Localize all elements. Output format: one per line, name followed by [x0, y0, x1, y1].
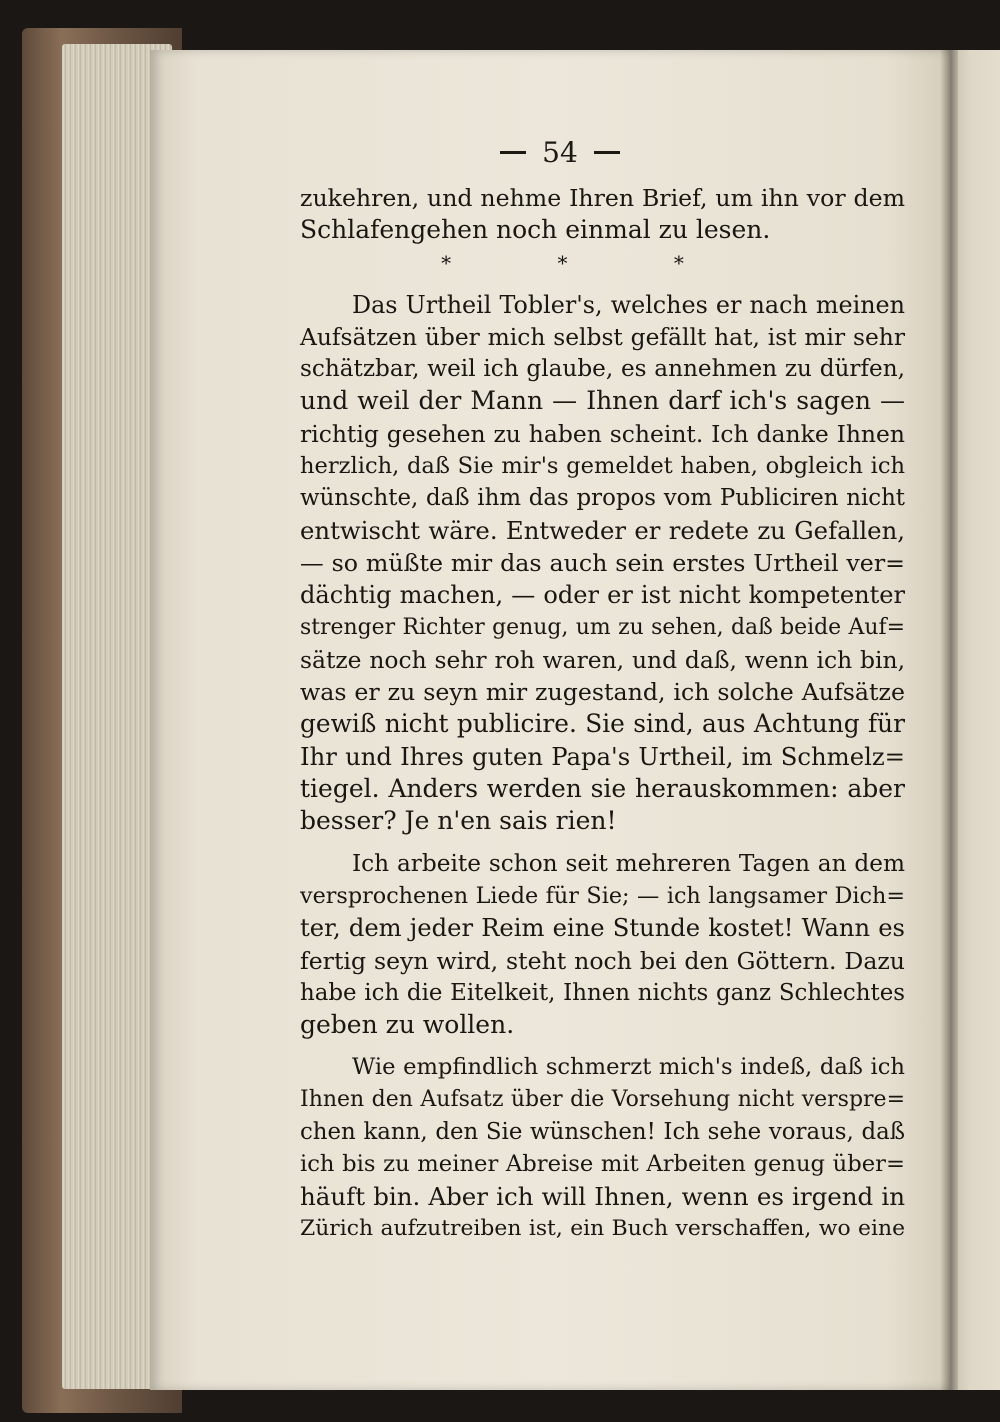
- paragraph: [300, 182, 905, 247]
- text-line: ich bis zu meiner Abreise mit Arbeiten genug über=: [300, 1151, 905, 1178]
- text-line: wünschte, daß ihm das propos vom Publiciren nicht: [300, 485, 905, 512]
- page-number: 54: [542, 135, 578, 169]
- text-line: Wie empfindlich schmerzt mich's indeß, daß ich: [352, 1054, 905, 1081]
- header-dash-right: [594, 151, 620, 154]
- text-line: fertig seyn wird, steht noch bei den Göttern. Dazu: [300, 946, 905, 975]
- text-line: Aufsätzen über mich selbst gefällt hat, ist mir sehr: [300, 322, 905, 351]
- text-line: — so müßte mir das auch sein erstes Urtheil ver=: [300, 548, 905, 577]
- text-line: chen kann, den Sie wünschen! Ich sehe voraus, daß: [300, 1119, 905, 1146]
- text-line: was er zu seyn mir zugestand, ich solche Aufsätze: [300, 678, 905, 707]
- text-line: Schlafengehen noch einmal zu lesen.: [300, 215, 771, 245]
- text-line: entwischt wäre. Entweder er redete zu Gefallen,: [300, 515, 905, 545]
- text-line: dächtig machen, — oder er ist nicht kompetenter: [300, 581, 905, 610]
- text-line: Ich arbeite schon seit mehreren Tagen an dem: [352, 849, 905, 877]
- text-line: sätze noch sehr roh waren, und daß, wenn ich bin,: [300, 645, 905, 674]
- text-line: ter, dem jeder Reim eine Stunde kostet! Wann es: [300, 914, 905, 943]
- text-line: herzlich, daß Sie mir's gemeldet haben, obgleich ich: [300, 453, 905, 480]
- page-header: [0, 132, 1000, 172]
- gutter-shadow: [940, 50, 958, 1390]
- text-line: versprochenen Liede für Sie; — ich langsamer Dich=: [300, 882, 905, 909]
- text-line: habe ich die Eitelkeit, Ihnen nichts ganz Schlechtes: [300, 979, 905, 1006]
- text-line: und weil der Mann — Ihnen darf ich's sagen —: [300, 386, 905, 416]
- text-line: Ihnen den Aufsatz über die Vorsehung nicht verspre=: [300, 1086, 905, 1112]
- section-separator: * * *: [441, 250, 734, 275]
- text-line: zukehren, und nehme Ihren Brief, um ihn vor dem: [300, 184, 905, 212]
- paragraph: [300, 1051, 905, 1245]
- page-text: [300, 182, 905, 1245]
- text-line: Ihr und Ihres guten Papa's Urtheil, im Schmelz=: [300, 741, 905, 771]
- text-line: richtig gesehen zu haben scheint. Ich danke Ihnen: [300, 419, 905, 448]
- text-line: tiegel. Anders werden sie herauskommen: aber: [300, 774, 905, 804]
- text-line: geben zu wollen.: [300, 1010, 515, 1040]
- header-dash-left: [500, 151, 526, 154]
- text-line: gewiß nicht publicire. Sie sind, aus Achtung für: [300, 709, 905, 739]
- text-line: Zürich aufzutreiben ist, ein Buch verschaffen, wo eine: [300, 1215, 905, 1241]
- paragraph: [300, 848, 905, 1042]
- text-line: strenger Richter genug, um zu sehen, daß beide Auf=: [300, 614, 905, 640]
- text-line: besser? Je n'en sais rien!: [300, 806, 617, 836]
- text-line: schätzbar, weil ich glaube, es annehmen zu dürfen,: [300, 356, 905, 383]
- paragraph: [300, 289, 905, 838]
- text-line: häuft bin. Aber ich will Ihnen, wenn es irgend in: [300, 1181, 905, 1211]
- text-line: Das Urtheil Tobler's, welches er nach meinen: [352, 290, 905, 319]
